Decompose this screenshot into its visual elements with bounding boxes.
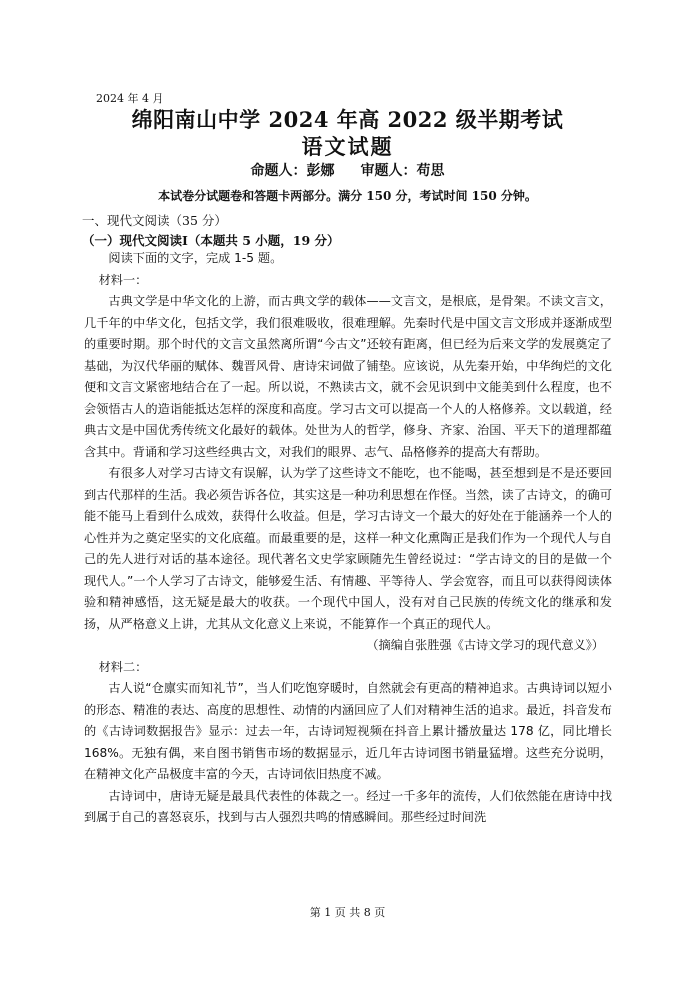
exam-subject-title: 语文试题 [301,134,394,159]
setter-line [0,160,695,180]
instruction: 阅读下面的文字，完成 1-5 题。 [108,251,283,265]
page-number: 第 1 页 共 8 页 [309,906,386,919]
reading-passage [84,248,612,829]
material2-paragraph: 古诗词中，唐诗无疑是最具代表性的体裁之一。经过一千多年的流传，人们依然能在唐诗中找到属于自己的喜怒哀乐，找到与古人强烈共鸣的情感瞬间。那些经过时间洗 [84,788,612,824]
material1-label: 材料一： [98,272,148,287]
subsection-heading: （一）现代文阅读Ⅰ（本题共 5 小题，19 分） [82,233,340,248]
setter-name: 命题人：彭娜 [250,163,335,179]
exam-note: 本试卷分试题卷和答题卡两部分。满分 150 分，考试时间 150 分钟。 [158,189,537,203]
material1-source: （摘编自张胜强《古诗文学习的现代意义》） [366,638,604,652]
material1-paragraph: 古典文学是中华文化的上游，而古典文学的载体——文言文，是根底，是骨架。不读文言文，几千年的中华文化，包括文学，我们很难吸收，很难理解。先秦时代是中国文言文形成并逐渐成型的重要时期。那个时代的文言文虽然离所谓“今古文”还较有距离，但已经为后来文学的发展奠定了基础，为汉代华丽的赋体、魏晋风骨、唐诗宋词做了铺垫。应该说，从先秦开始，中华绚烂的文化便和文言文紧密地结合在了一起。所以说，不熟读古文，就不会见识到中文能美到什么程度，也不会领悟古人的造诣能抵达怎样的深度和高度。学习古文可以提高一个人的人格修养。文以载道，经典古文是中国优秀传统文化最好的载体。处世为人的哲学，修身、齐家、治国、平天下的道理都蕴含其中。背诵和学习这些经典古文，对我们的眼界、志气、品格修养的提高大有帮助。 [84,294,612,459]
material2-label: 材料二： [98,659,148,674]
section-heading: 一、现代文阅读（35 分） [82,213,227,228]
exam-title: 绵阳南山中学 2024 年高 2022 级半期考试 [131,107,564,132]
material1-paragraph: 有很多人对学习古诗文有误解，认为学了这些诗文不能吃，也不能喝，甚至想到是不是还要回到古代那样的生活。我必须告诉各位，其实这是一种功利思想在作怪。当然，读了古诗文，的确可能不能马上看到什么成效，获得什么收益。但是，学习古诗文一个最大的好处在于能涵养一个人的心性并为之奠定坚实的文化底蕴。而最重要的是，这样一种文化熏陶正是我们作为一个现代人与自己的先人进行对话的基本途径。现代著名文史学家顾随先生曾经说过：“学古诗文的目的是做一个现代人。”一个人学习了古诗文，能够爱生活、有情趣、平等待人、学会宽容，而且可以获得阅读体验和精神感悟，这无疑是最大的收获。一个现代中国人，没有对自己民族的传统文化的继承和发扬，从严格意义上讲，尤其从文化意义上来说，不能算作一个真正的现代人。 [84,466,612,631]
reviewer-name: 审题人：苟思 [360,163,445,179]
material2-paragraph: 古人说“仓廪实而知礼节”，当人们吃饱穿暖时，自然就会有更高的精神追求。古典诗词以短小的形态、精准的表达、高度的思想性、动情的内涵回应了人们对精神生活的追求。最近，抖音发布的《古诗词数据报告》显示：过去一年，古诗词短视频在抖音上累计播放量达 178 亿，同比增长 168%。无独有偶，来自图书销售市场的数据显示，近几年古诗词图书销量猛增。这些充分说明，在精神文化产品极度丰富的今天，古诗词依旧热度不减。 [84,681,612,781]
exam-date: 2024 年 4 月 [96,92,164,105]
